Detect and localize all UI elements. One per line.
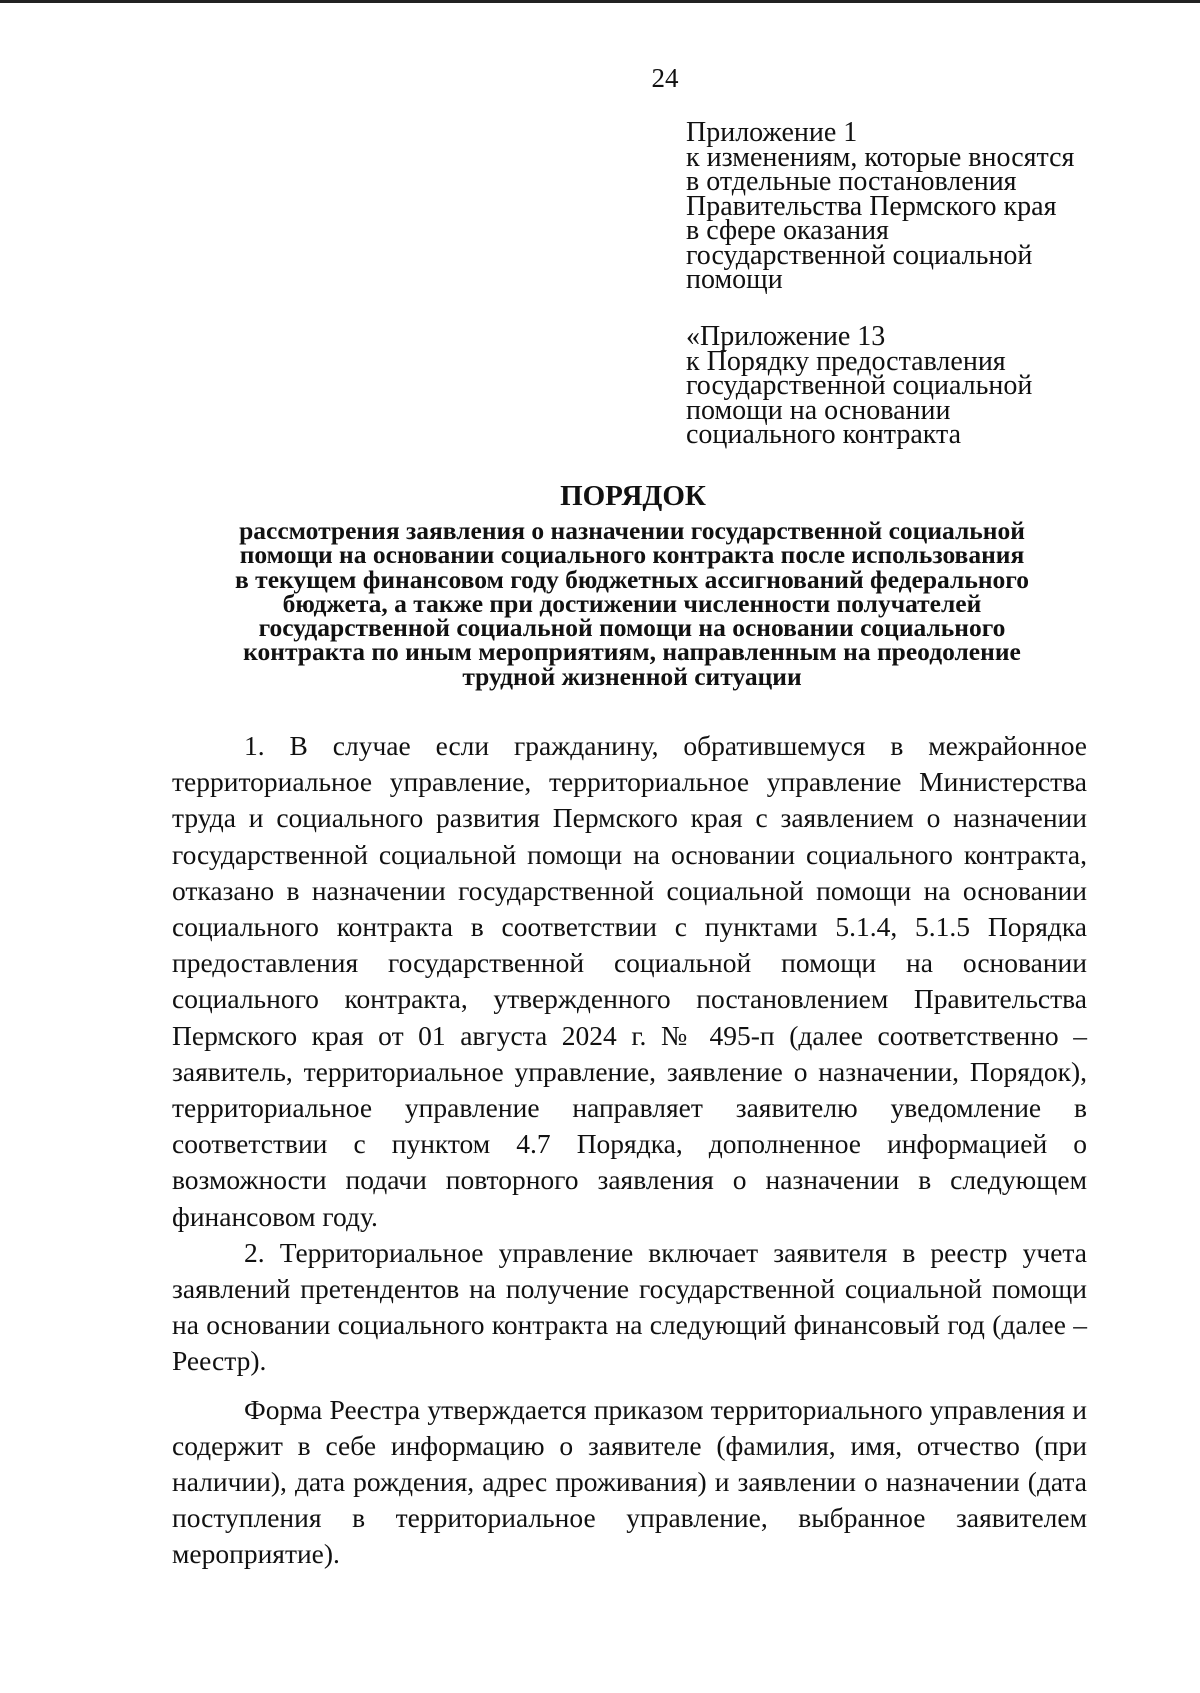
appendix-quote-line: государственной социальной — [686, 370, 1033, 401]
subtitle-line: помощи на основании социального контракта после использования — [239, 540, 1025, 570]
document-title: ПОРЯДОК — [560, 480, 706, 512]
subtitle-line: трудной жизненной ситуации — [462, 661, 802, 691]
paragraph-1: 1. В случае если гражданину, обратившемуся в межрайонное территориальное управление, территориальное управление Министерства труда и социального развития Пермского края с заявлением о назначении государственной социальной помощи на основании социального контракта, отказано в назначении государственной социальной помощи на основании социального контракта в соответствии с пунктами 5.1.4, 5.1.5 Порядка предоставления государственной социальной помощи на основании социального контракта, утвержденного постановлением Правительства Пермского края от 01 августа 2024 г. № 495-п (далее соответственно – заявитель, территориальное управление, заявление о назначении, Порядок), территориальное управление направляет заявителю уведомление в соответствии с пунктом 4.7 Порядка, дополненное информацией о возможности подачи повторного заявления о назначении в следующем финансовом году. — [172, 730, 1087, 1232]
appendix-header-line: Правительства Пермского края — [686, 190, 1057, 222]
appendix-header-line: в отдельные постановления — [686, 166, 1017, 197]
document-body — [172, 728, 1087, 1573]
appendix-header-line: Приложение 1 — [686, 117, 858, 148]
paragraph-2: 2. Территориальное управление включает заявителя в реестр учета заявлений претендентов на получение государственной социальной помощи на основании социального контракта на следующий финансовый год (далее – Реестр). — [172, 1236, 1087, 1377]
paragraph-3: Форма Реестра утверждается приказом территориального управления и содержит в себе информацию о заявителе (фамилия, имя, отчество (при наличии), дата рождения, адрес проживания) и заявлении о назначении (дата поступления в территориальное управление, выбранное заявителем мероприятие). — [172, 1393, 1087, 1570]
document-subtitle — [172, 516, 1092, 691]
appendix-header-line: в сфере оказания — [686, 215, 889, 246]
subtitle-line: государственной социальной помощи на основании социального — [258, 613, 1006, 643]
subtitle-line: в текущем финансовом году бюджетных ассигнований федерального — [235, 564, 1029, 594]
appendix-header-line: к изменениям, которые вносятся — [686, 141, 1075, 173]
appendix-quote-line: к Порядку предоставления — [686, 345, 1006, 377]
subtitle-line: контракта по иным мероприятиям, направленным на преодоление — [243, 637, 1021, 667]
scan-top-edge — [0, 0, 1200, 3]
appendix-quote-line: социального контракта — [686, 419, 961, 450]
appendix-header-line: государственной социальной — [686, 239, 1033, 271]
appendix-quote-line: помощи на основании — [686, 394, 951, 426]
subtitle-line: рассмотрения заявления о назначении государственной социальной — [239, 516, 1025, 545]
appendix-quote — [686, 321, 1033, 450]
subtitle-line: бюджета, а также при достижении численности получателей — [282, 588, 982, 618]
appendix-header-line: помощи — [686, 264, 783, 295]
page-number: 24 — [651, 63, 679, 93]
appendix-header — [686, 117, 1075, 295]
appendix-quote-line: «Приложение 13 — [686, 321, 886, 352]
